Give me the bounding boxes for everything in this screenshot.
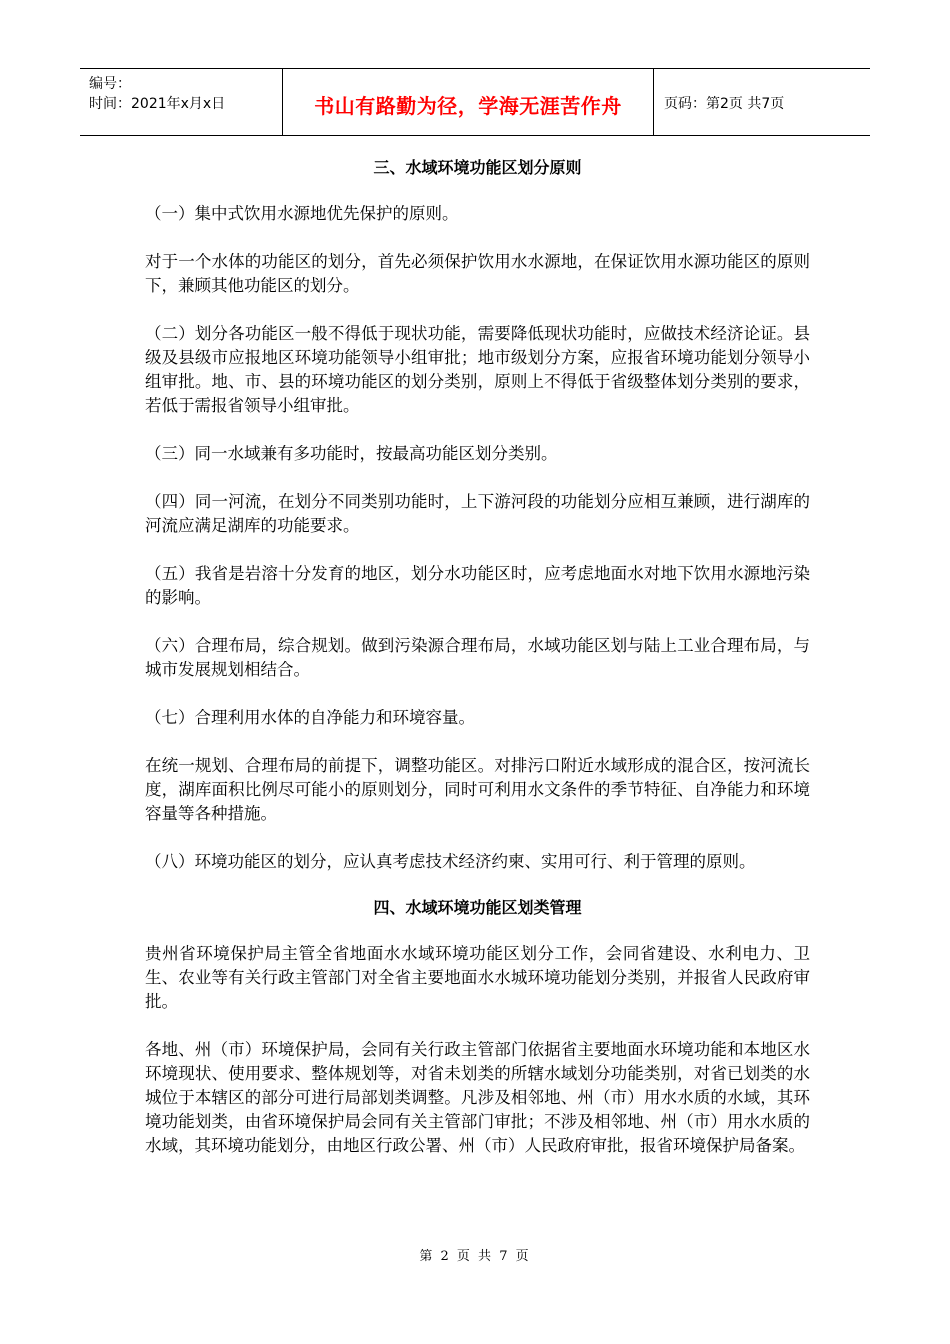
serial-label: 编号： — [89, 76, 131, 92]
section-3-paragraph: （六）合理布局，综合规划。做到污染源合理布局，水域功能区划与陆上工业合理布局，与城市发展规划相结合。 — [145, 636, 810, 679]
document-header — [80, 68, 870, 136]
page-footer: 第 2 页 共 7 页 — [419, 1249, 531, 1264]
section-4-title: 四、水域环境功能区划类管理 — [373, 898, 582, 917]
section-3-paragraph: （三）同一水域兼有多功能时，按最高功能区划分类别。 — [145, 444, 558, 463]
section-3-paragraph: （七）合理利用水体的自净能力和环境容量。 — [145, 708, 475, 727]
header-motto-cell — [283, 69, 654, 135]
section-3-paragraph: （五）我省是岩溶十分发育的地区，划分水功能区时，应考虑地面水对地下饮用水源地污染的影响。 — [145, 564, 810, 607]
header-meta-cell — [80, 69, 283, 135]
section-3-paragraph: （一）集中式饮用水源地优先保护的原则。 — [145, 204, 459, 223]
section-3-paragraph: 在统一规划、合理布局的前提下，调整功能区。对排污口附近水域形成的混合区，按河流长度，湖库面积比例尽可能小的原则划分，同时可利用水文条件的季节特征、自净能力和环境容量等各种措施。 — [145, 756, 810, 823]
time-label: 时间：2021年x月x日 — [89, 96, 226, 112]
document-body — [145, 156, 810, 1158]
section-3-title: 三、水域环境功能区划分原则 — [373, 158, 582, 177]
page-info: 页码：第2页 共7页 — [664, 96, 785, 112]
header-page-cell — [654, 69, 870, 135]
motto-text: 书山有路勤为径，学海无涯苦作舟 — [314, 93, 622, 118]
section-4-paragraph: 贵州省环境保护局主管全省地面水水域环境功能区划分工作，会同省建设、水利电力、卫生、农业等有关行政主管部门对全省主要地面水水城环境功能划分类别，并报省人民政府审批。 — [145, 944, 810, 1011]
section-4-paragraph: 各地、州（市）环境保护局，会同有关行政主管部门依据省主要地面水环境功能和本地区水环境现状、使用要求、整体规划等，对省未划类的所辖水域划分功能类别，对省已划类的水城位于本辖区的部分可进行局部划类调整。凡涉及相邻地、州（市）用水水质的水域，其环境功能划类，由省环境保护局会同有关主管部门审批；不涉及相邻地、州（市）用水水质的水域，其环境功能划分，由地区行政公署、州（市）人民政府审批，报省环境保护局备案。 — [145, 1040, 810, 1155]
section-3-paragraph: （二）划分各功能区一般不得低于现状功能，需要降低现状功能时，应做技术经济论证。县级及县级市应报地区环境功能领导小组审批；地市级划分方案，应报省环境功能划分领导小组审批。地、市、县的环境功能区的划分类别，原则上不得低于省级整体划分类别的要求，若低于需报省领导小组审批。 — [145, 324, 810, 415]
section-3-paragraph: 对于一个水体的功能区的划分，首先必须保护饮用水水源地，在保证饮用水源功能区的原则下，兼顾其他功能区的划分。 — [145, 252, 810, 295]
section-3-paragraph: （四）同一河流，在划分不同类别功能时，上下游河段的功能划分应相互兼顾，进行湖库的河流应满足湖库的功能要求。 — [145, 492, 810, 535]
section-3-paragraph: （八）环境功能区的划分，应认真考虑技术经济约柬、实用可行、利于管理的原则。 — [145, 852, 756, 871]
